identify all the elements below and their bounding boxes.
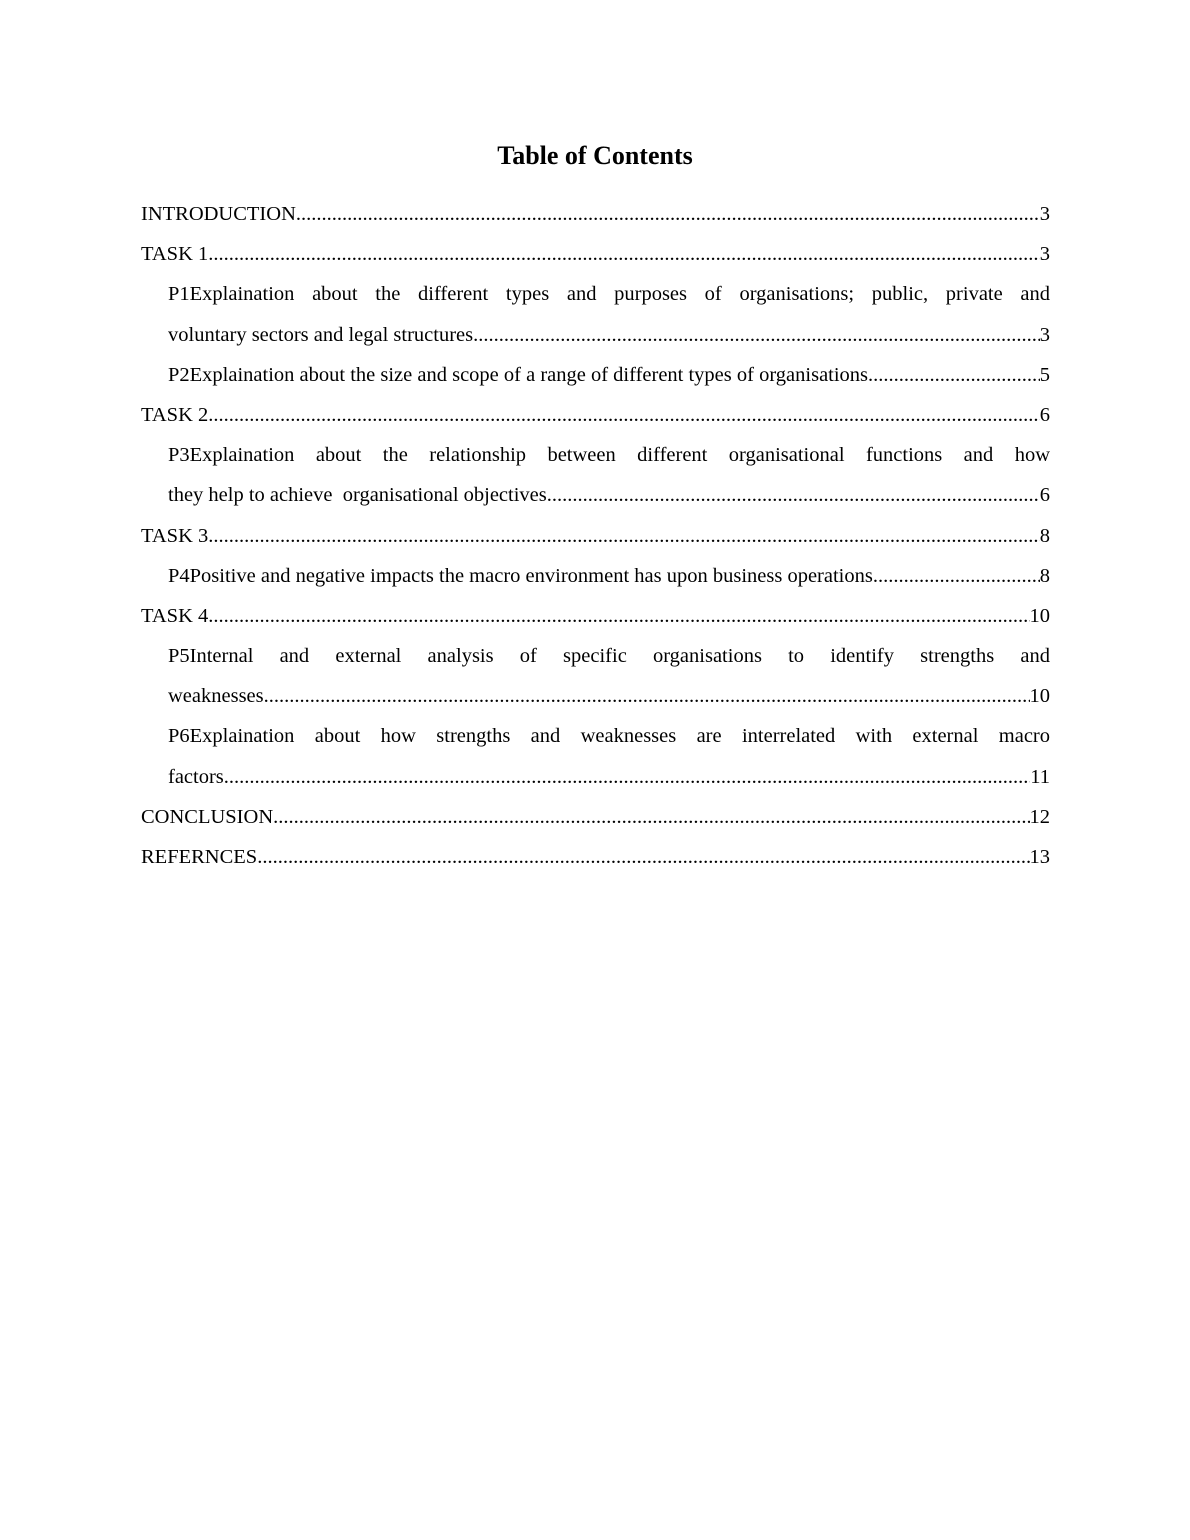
toc-leader-dots [257, 837, 1029, 877]
toc-entry-text-line-1: P6Explaination about how strengths and weaknesses are interrelated with external macro [168, 725, 1050, 748]
toc-entry-conclusion[interactable] [141, 797, 1050, 837]
toc-entry-task-3[interactable] [141, 516, 1050, 556]
toc-page-number: 3 [1039, 243, 1050, 266]
toc-entry-text: TASK 1 [141, 243, 209, 266]
toc-page-number: 10 [1029, 604, 1050, 627]
toc-leader-dots [873, 556, 1040, 596]
toc-entry-task-4[interactable] [141, 596, 1050, 636]
toc-leader-dots [264, 676, 1030, 716]
toc-entry-text: TASK 4 [141, 604, 209, 627]
toc-entry-text-line-2: weaknesses [168, 685, 264, 708]
toc-page-number: 5 [1039, 363, 1050, 386]
toc-entry-text-line-1: P1Explaination about the different types and purposes of organisations; public, private and [168, 283, 1050, 306]
toc-entry-text: P2Explaination about the size and scope of a range of different types of organisations [168, 363, 869, 386]
toc-page-number: 6 [1039, 403, 1050, 426]
toc-entry-p6[interactable] [168, 716, 1050, 796]
toc-entry-text-line-2: they help to achieve organisational objectives [168, 484, 547, 507]
toc-entry-text: TASK 2 [141, 403, 209, 426]
toc-leader-dots [208, 516, 1039, 556]
toc-page-number: 8 [1039, 564, 1050, 587]
toc-leader-dots [868, 355, 1040, 395]
toc-page-number: 8 [1039, 524, 1050, 547]
toc-leader-dots [224, 757, 1030, 797]
toc-page-number: 10 [1029, 685, 1050, 708]
toc-page-number: 3 [1039, 203, 1050, 225]
toc-entry-text: REFERNCES [141, 846, 258, 868]
toc-entry-task-2[interactable] [141, 395, 1050, 435]
toc-entry-text-line-2: factors [168, 765, 224, 788]
toc-entry-p2[interactable] [168, 355, 1050, 395]
toc-leader-dots [273, 797, 1029, 837]
toc-page-number: 13 [1029, 846, 1050, 868]
toc-entry-text-line-2: voluntary sectors and legal structures [168, 323, 474, 346]
toc-entry-p1[interactable] [168, 274, 1050, 354]
table-of-contents [141, 194, 1050, 877]
toc-page-number: 6 [1039, 484, 1050, 507]
toc-leader-dots [547, 475, 1040, 515]
toc-entry-p5[interactable] [168, 636, 1050, 716]
toc-entry-text: TASK 3 [141, 524, 209, 547]
toc-entry-task-1[interactable] [141, 234, 1050, 274]
toc-entry-text: INTRODUCTION [141, 203, 296, 225]
toc-entry-references[interactable] [141, 837, 1050, 877]
toc-leader-dots [208, 395, 1039, 435]
toc-leader-dots [208, 234, 1039, 274]
toc-leader-dots [473, 315, 1040, 355]
toc-page-number: 3 [1039, 323, 1050, 346]
toc-entry-introduction[interactable] [141, 194, 1050, 234]
toc-title: Table of Contents [497, 141, 693, 170]
toc-entry-text-line-1: P3Explaination about the relationship between different organisational functions and how [168, 444, 1050, 467]
toc-entry-p3[interactable] [168, 435, 1050, 515]
toc-page-number: 11 [1030, 765, 1050, 788]
toc-entry-text: P4Positive and negative impacts the macro environment has upon business operations [168, 564, 873, 587]
toc-entry-p4[interactable] [168, 556, 1050, 596]
toc-entry-text: CONCLUSION [141, 805, 274, 828]
toc-page-number: 12 [1029, 805, 1050, 828]
toc-leader-dots [296, 194, 1040, 234]
toc-leader-dots [208, 596, 1029, 636]
toc-entry-text-line-1: P5Internal and external analysis of specific organisations to identify strengths and [168, 645, 1050, 668]
